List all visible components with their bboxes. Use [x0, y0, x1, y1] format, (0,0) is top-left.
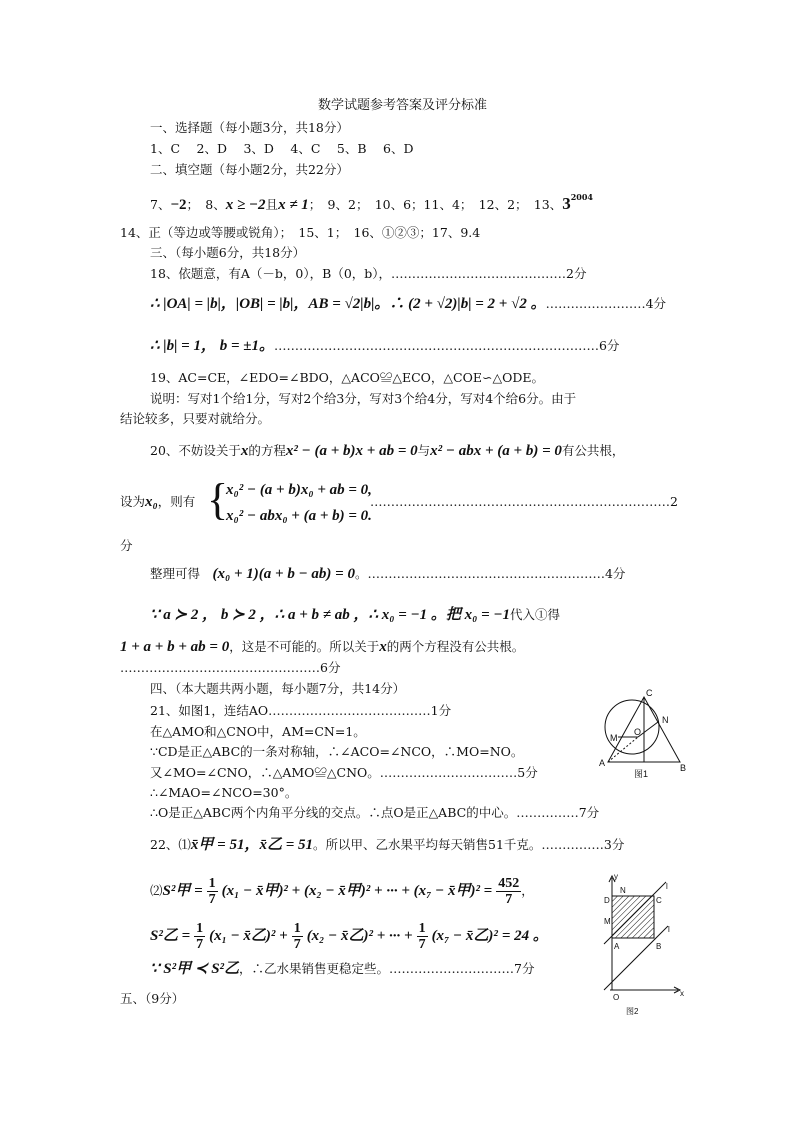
q18-line1: 18、依题意，有A（－b，0），B（0，b），……………………………………2分	[150, 266, 587, 281]
q21-line1: 21、如图1，连结AO…………………………………1分	[150, 703, 452, 718]
svg-text:C: C	[646, 688, 653, 698]
svg-text:D: D	[604, 896, 610, 905]
q22-variance-jia: ⑵S²甲 = $\frac{1}{7}$ (x₁ − x̄甲)² + (x₂ − x̄甲)² + ··· + (x₇ − x̄甲)² = $\frac{452}{7}$ ，	[150, 876, 534, 907]
q20-system-score: ………………………………………………………………2	[370, 494, 678, 509]
fill-answers-line1: 7、−2； 8、x ≥ −2且x ≠ 1； 9、2； 10、6；11、4； 12、2； 13、$3^{2004}$	[150, 192, 593, 214]
q20-score-unit: 分	[120, 538, 133, 553]
page-title: 数学试题参考答案及评分标准	[318, 98, 488, 113]
q22-part1: 22、⑴x̄甲 = 51，x̄乙 = 51。所以甲、乙水果平均每天销售51千克。……………3分	[150, 837, 625, 853]
svg-text:A: A	[614, 942, 620, 951]
q19-line1: 19、AC=CE，∠EDO=∠BDO，△ACO≌△ECO，△COE∽△ODE。	[150, 370, 544, 385]
svg-text:O: O	[634, 727, 642, 737]
hatched-region	[612, 896, 654, 938]
svg-text:A: A	[599, 758, 606, 768]
svg-text:B: B	[656, 942, 662, 951]
svg-text:M: M	[604, 917, 611, 926]
q18-line3: ∴ |b| = 1， b = ±1。……………………………………………………………………6分	[150, 338, 620, 354]
q21-line5: ∴∠MAO=∠NCO=30°。	[150, 785, 298, 800]
q20-reduce: 整理可得 (x₀ + 1)(a + b − ab) = 0。…………………………………………………4分	[150, 566, 626, 582]
svg-text:B: B	[680, 763, 687, 773]
svg-text:O: O	[613, 993, 620, 1002]
svg-text:y: y	[614, 872, 618, 881]
q21-line6: ∴O是正△ABC两个内角平分线的交点。∴点O是正△ABC的中心。……………7分	[150, 805, 600, 820]
svg-text:M: M	[610, 733, 618, 743]
q20-line1: 20、不妨设关于x的方程x² − (a + b)x + ab = 0与x² − abx + (a + b) = 0有公共根，	[150, 443, 625, 459]
svg-text:N: N	[620, 886, 626, 895]
q20-condition: ∵ a ≻ 2 ， b ≻ 2 ，∴ a + b ≠ ab ，∴ x₀ = −1 。把 x₀ = −1代入①得	[150, 607, 561, 623]
q18-line2: ∴ |OA| = |b|，|OB| = |b|，AB = √2|b|。∴ (2 + √2)|b| = 2 + √2 。……………………4分	[150, 296, 667, 312]
q20-conclusion: 1 + a + b + ab = 0，这是不可能的。所以关于x的两个方程没有公共根。	[120, 639, 525, 655]
svg-text:x: x	[680, 989, 684, 998]
figure-2	[596, 872, 688, 1018]
q20-system-eq1: x₀² − (a + b)x₀ + ab = 0,	[226, 482, 372, 498]
q19-line2: 说明：写对1个给1分，写对2个给3分，写对3个给4分，写对4个给6分。由于	[150, 391, 577, 406]
svg-text:N: N	[662, 715, 669, 725]
q21-line2: 在△AMO和△CNO中，AM=CN=1。	[150, 724, 366, 739]
section3-heading: 三、（每小题6分，共18分）	[150, 245, 306, 260]
svg-text:图1: 图1	[634, 769, 649, 779]
section5-heading: 五、（9分）	[120, 991, 185, 1006]
section1-heading: 一、选择题（每小题3分，共18分）	[150, 120, 349, 135]
section2-heading: 二、填空题（每小题2分，共22分）	[150, 162, 349, 177]
q19-line3: 结论较多，只要对就给分。	[120, 411, 271, 426]
figure-1	[596, 685, 692, 785]
section4-heading: 四、（本大题共两小题，每小题7分，共14分）	[150, 681, 406, 696]
system-brace: {	[207, 475, 229, 524]
q21-line3: ∵CD是正△ABC的一条对称轴，∴∠ACO=∠NCO，∴MO=NO。	[150, 744, 524, 759]
section1-answers: 1、C 2、D 3、D 4、C 5、B 6、D	[150, 141, 414, 156]
q22-variance-yi: S²乙 = $\frac{1}{7}$ (x₁ − x̄乙)² + $\frac{1}{7}$ (x₂ − x̄乙)² + ··· + $\frac{1}{7}$ (x₇ − x̄乙)² = 24 。	[150, 921, 548, 952]
q20-final-score: …………………………………………6分	[120, 660, 341, 675]
q20-system-eq2: x₀² − abx₀ + (a + b) = 0.	[226, 508, 372, 524]
fill-answers-line2: 14、正（等边或等腰或锐角）； 15、1； 16、①②③；17、9.4	[120, 225, 481, 240]
q22-part3: ∵ S²甲 ≺ S²乙，∴乙水果销售更稳定些。…………………………7分	[150, 961, 535, 977]
q20-system-prefix: 设为x₀，则有	[120, 494, 196, 510]
svg-text:图2: 图2	[626, 1007, 639, 1016]
q21-line4: 又∠MO=∠CNO，∴△AMO≌△CNO。……………………………5分	[150, 765, 538, 780]
svg-text:C: C	[656, 896, 662, 905]
svg-text:l: l	[666, 882, 668, 891]
svg-text:l: l	[668, 925, 670, 934]
